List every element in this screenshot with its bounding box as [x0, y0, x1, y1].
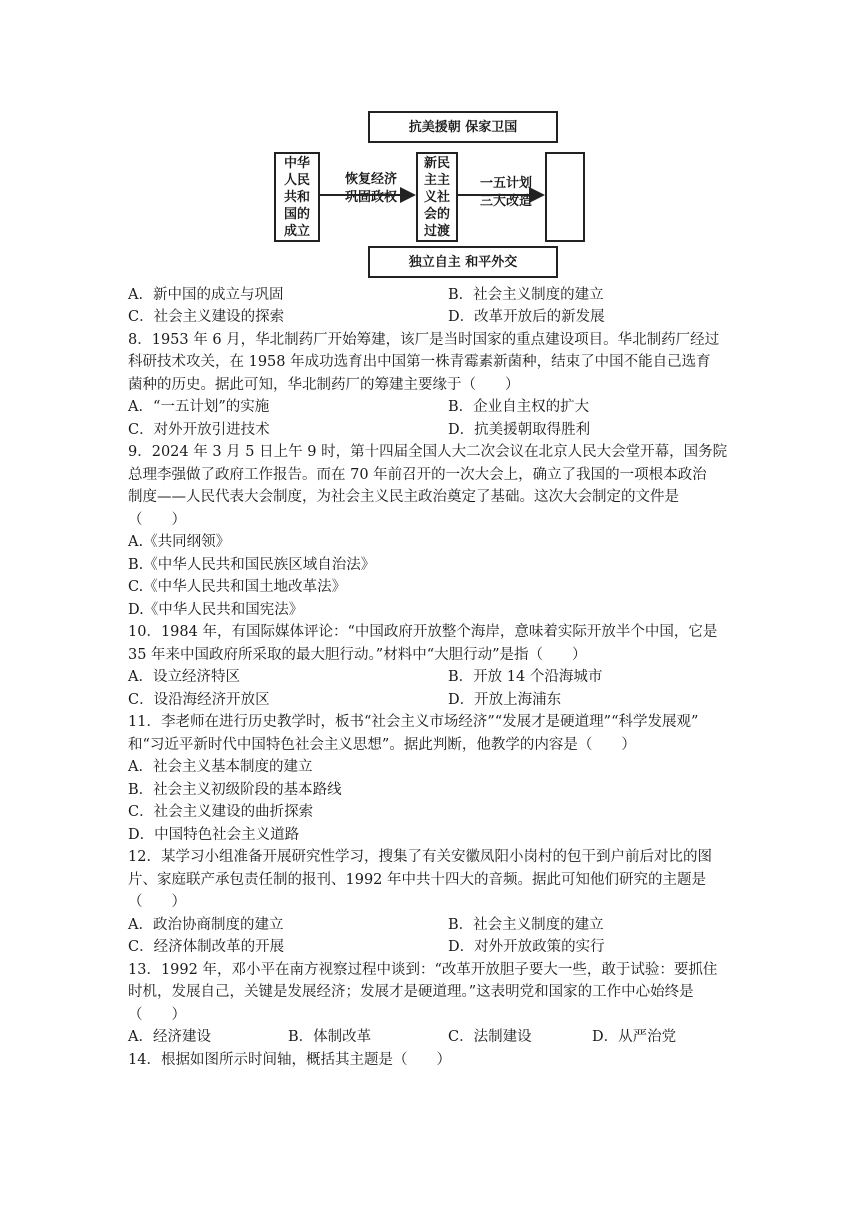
question-stem-line: 制度——人民代表大会制度，为社会主义民主政治奠定了基础。这次大会制定的文件是 — [128, 489, 679, 505]
answer-option[interactable]: C．法制建设 — [448, 1029, 532, 1045]
question-stem-line: 11．李老师在进行历史教学时，板书“社会主义市场经济”“发展才是硬道理”“科学发展观” — [128, 714, 699, 730]
answer-option[interactable]: D．从严治党 — [592, 1029, 677, 1045]
answer-option[interactable]: B．企业自主权的扩大 — [448, 399, 590, 415]
diagram-bottom-label: 独立自主 和平外交 — [408, 254, 518, 270]
diagram-middle-label: 新民主主义社会的过渡 — [423, 155, 450, 239]
answer-option[interactable]: C．设沿海经济开放区 — [128, 691, 270, 708]
answer-option[interactable]: C．社会主义建设的曲折探索 — [128, 804, 314, 820]
answer-option[interactable]: A．政治协商制度的建立 — [128, 916, 284, 933]
question-stem-line: 13．1992 年，邓小平在南方视察过程中谈到：“改革开放胆子要大一些，敢于试验：要抓住 — [128, 961, 718, 978]
diagram-arrow1-line1: 恢复经济 — [344, 172, 397, 187]
question-stem-line: 时机，发展自己，关键是发展经济；发展才是硬道理。”这表明党和国家的工作中心始终是 — [128, 984, 694, 1000]
answer-option[interactable]: B．社会主义制度的建立 — [448, 286, 604, 303]
answer-option[interactable]: C．经济体制改革的开展 — [128, 939, 285, 955]
history-flow-diagram — [272, 108, 590, 278]
diagram-arrow1-line2: 巩固政权 — [344, 190, 397, 205]
question-stem-line: 和“习近平新时代中国特色社会主义思想”。据此判断，他教学的内容是（ ） — [128, 736, 636, 753]
diagram-left-label: 中华人民共和国的成立 — [283, 155, 310, 239]
answer-option[interactable]: A．设立经济特区 — [128, 669, 240, 685]
answer-option[interactable]: C.《中华人民共和国土地改革法》 — [128, 579, 347, 595]
answer-option[interactable]: D．中国特色社会主义道路 — [128, 826, 300, 843]
question-stem-line: 菌种的历史。据此可知，华北制药厂的筹建主要缘于（ ） — [128, 376, 520, 393]
question-stem-line: 10．1984 年，有国际媒体评论：“中国政府开放整个海岸，意味着实际开放半个中国，它是 — [128, 624, 718, 640]
answer-option[interactable]: A．社会主义基本制度的建立 — [128, 759, 313, 775]
question-stem-line: 8．1953 年 6 月，华北制药厂开始筹建，该厂是当时国家的重点建设项目。华北制药厂经过 — [128, 331, 720, 348]
answer-option[interactable]: B．社会主义初级阶段的基本路线 — [128, 781, 342, 798]
question-stem-line: 科研技术攻关，在 1958 年成功选育出中国第一株青霉素新菌种，结束了中国不能自己选育 — [128, 354, 711, 370]
diagram-arrow2-line1: 一五计划 — [479, 176, 532, 191]
answer-option[interactable]: B．社会主义制度的建立 — [448, 916, 604, 933]
answer-option[interactable]: D．抗美援朝取得胜利 — [448, 421, 591, 438]
answer-option[interactable]: A．“一五计划”的实施 — [128, 399, 270, 415]
question-stem-line: 9．2024 年 3 月 5 日上午 9 时，第十四届全国人大二次会议在北京人民大会堂开幕，国务院 — [128, 444, 728, 460]
answer-option[interactable]: C．对外开放引进技术 — [128, 421, 270, 438]
answer-option[interactable]: D．对外开放政策的实行 — [448, 939, 605, 955]
answer-option[interactable]: B．开放 14 个沿海城市 — [448, 669, 603, 685]
answer-option[interactable]: A.《共同纲领》 — [128, 534, 231, 550]
answer-option[interactable]: B．体制改革 — [288, 1029, 372, 1045]
answer-option[interactable]: A．新中国的成立与巩固 — [128, 286, 284, 303]
question-stem-line: 35 年来中国政府所采取的最大胆行动。”材料中“大胆行动”是指（ ） — [128, 646, 587, 663]
answer-option[interactable]: B.《中华人民共和国民族区域自治法》 — [128, 556, 376, 573]
answer-option[interactable]: A．经济建设 — [128, 1029, 211, 1045]
question-stem-line: （ ） — [128, 1006, 186, 1023]
question-stem-line: （ ） — [128, 511, 186, 528]
question-stem-line: 14．根据如图所示时间轴，概括其主题是（ ） — [128, 1051, 451, 1068]
question-stem-line: 总理李强做了政府工作报告。而在 70 年前召开的一次大会上，确立了我国的一项根本政治 — [128, 466, 707, 483]
answer-option[interactable]: C．社会主义建设的探索 — [128, 309, 285, 325]
question-stem-line: 12．某学习小组准备开展研究性学习，搜集了有关安徽凤阳小岗村的包干到户前后对比的图 — [128, 849, 712, 865]
diagram-arrow2-line2: 三大改造 — [479, 194, 532, 209]
diagram-arrows — [272, 108, 590, 278]
question-stem-line: （ ） — [128, 894, 186, 910]
answer-option[interactable]: D.《中华人民共和国宪法》 — [128, 601, 304, 618]
answer-option[interactable]: D．开放上海浦东 — [448, 691, 562, 708]
answer-option[interactable]: D．改革开放后的新发展 — [448, 309, 605, 325]
question-stem-line: 片、家庭联产承包责任制的报刊、1992 年中共十四大的音频。据此可知他们研究的主题是 — [128, 871, 707, 888]
diagram-top-label: 抗美援朝 保家卫国 — [408, 119, 518, 135]
